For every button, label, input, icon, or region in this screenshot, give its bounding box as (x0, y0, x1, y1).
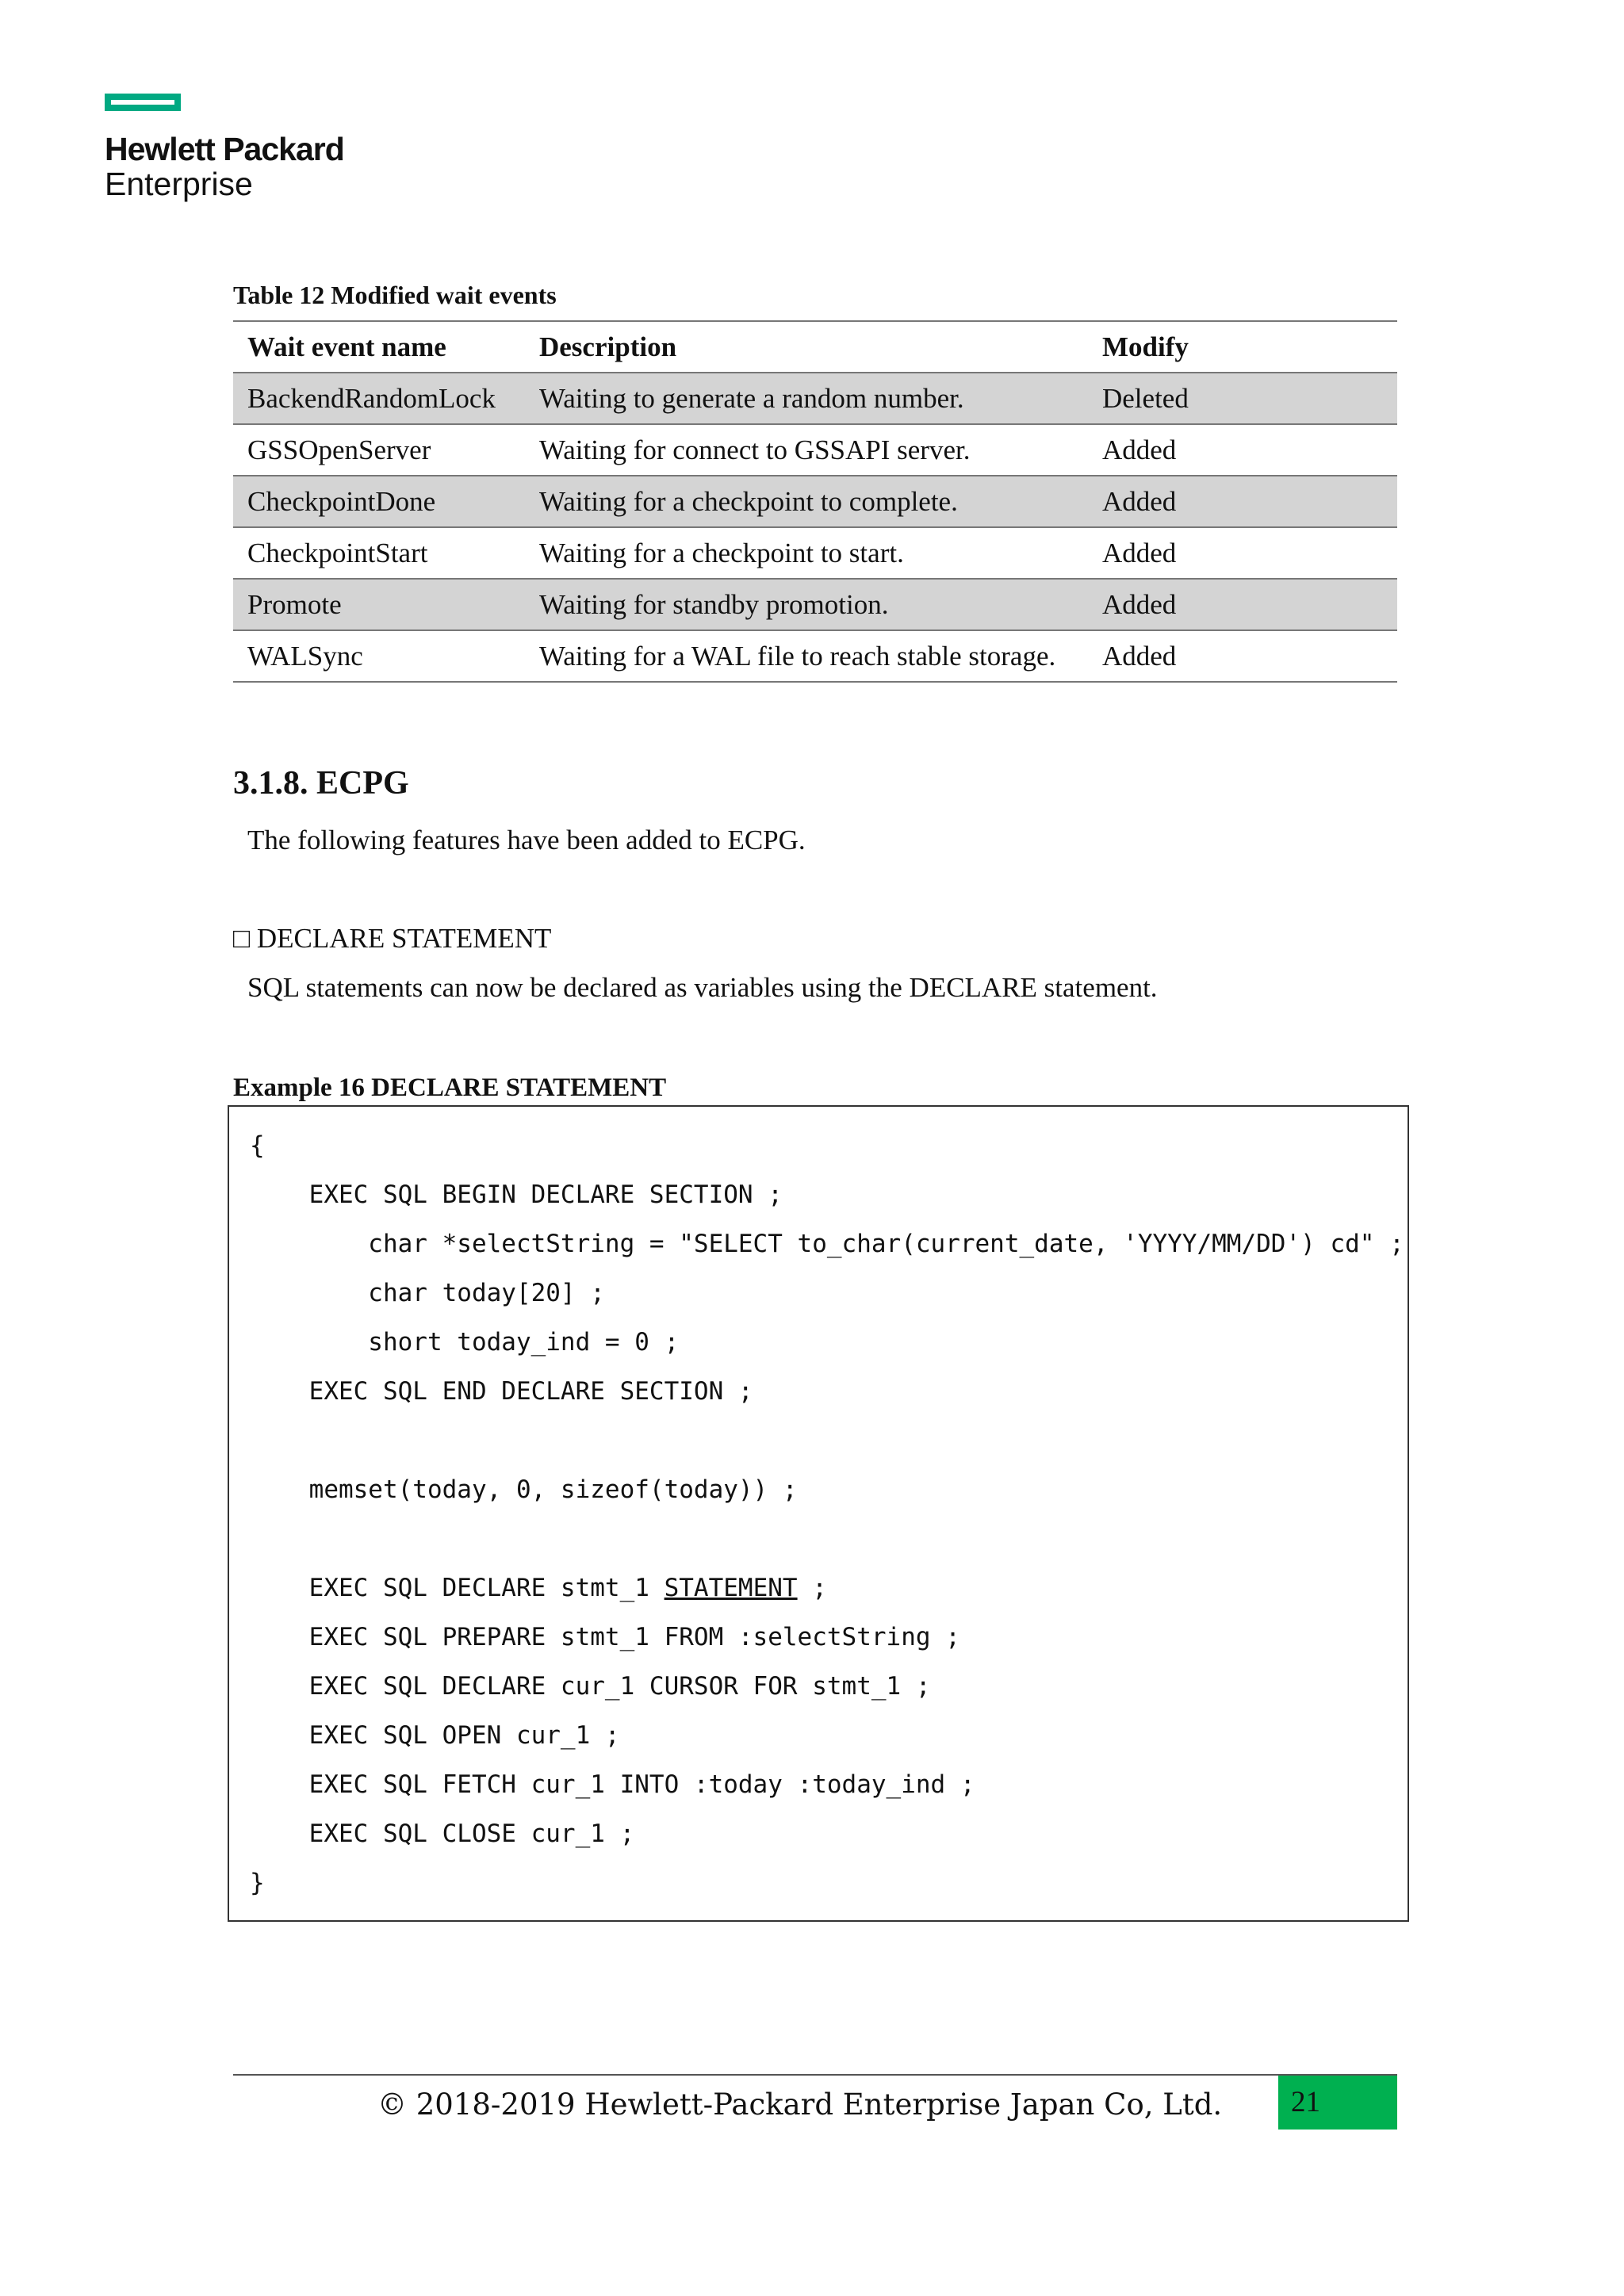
table-caption: Table 12 Modified wait events (233, 281, 557, 309)
code-line-suffix: ; (797, 1574, 827, 1602)
code-line-prefix: EXEC SQL DECLARE stmt_1 (250, 1574, 665, 1602)
code-line: char today[20] ; (250, 1279, 605, 1307)
example-caption: Example 16 DECLARE STATEMENT (233, 1073, 667, 1102)
footer-divider (233, 2074, 1397, 2076)
cell-modify: Added (1088, 424, 1397, 476)
footer-copyright: © 2018-2019 Hewlett-Packard Enterprise Japan Co, Ltd. (377, 2087, 1223, 2122)
cell-wait-event-name: GSSOpenServer (233, 424, 525, 476)
code-line: EXEC SQL DECLARE cur_1 CURSOR FOR stmt_1 ; (250, 1672, 931, 1701)
wait-events-table (233, 320, 1397, 683)
code-lines (229, 1107, 1408, 1908)
cell-description: Waiting for a checkpoint to start. (525, 527, 1088, 579)
hpe-logo (105, 94, 344, 201)
cell-description: Waiting for a checkpoint to complete. (525, 476, 1088, 527)
cell-wait-event-name: CheckpointStart (233, 527, 525, 579)
table-header-row (233, 321, 1397, 373)
section-heading: 3.1.8. ECPG (233, 765, 409, 802)
code-line: short today_ind = 0 ; (250, 1328, 680, 1357)
code-line: EXEC SQL OPEN cur_1 ; (250, 1721, 620, 1750)
cell-wait-event-name: Promote (233, 579, 525, 630)
table-row (233, 373, 1397, 424)
table-row (233, 424, 1397, 476)
code-example-box (228, 1105, 1409, 1922)
table-row (233, 630, 1397, 682)
code-line: EXEC SQL END DECLARE SECTION ; (250, 1377, 753, 1406)
code-line: EXEC SQL PREPARE stmt_1 FROM :selectString ; (250, 1623, 960, 1651)
header-modify: Modify (1088, 321, 1397, 373)
code-line: EXEC SQL FETCH cur_1 INTO :today :today_ind ; (250, 1770, 975, 1799)
cell-wait-event-name: BackendRandomLock (233, 373, 525, 424)
page-number-badge (1278, 2076, 1397, 2130)
cell-modify: Added (1088, 476, 1397, 527)
page-number: 21 (1291, 2086, 1320, 2118)
code-line: { (250, 1131, 265, 1160)
cell-modify: Added (1088, 630, 1397, 682)
bullet-body: SQL statements can now be declared as variables using the DECLARE statement. (247, 972, 1158, 1003)
cell-modify: Added (1088, 579, 1397, 630)
cell-description: Waiting for standby promotion. (525, 579, 1088, 630)
bullet-title: □ DECLARE STATEMENT (233, 923, 552, 954)
cell-description: Waiting for connect to GSSAPI server. (525, 424, 1088, 476)
code-line: char *selectString = "SELECT to_char(current_date, 'YYYY/MM/DD') cd" ; (250, 1230, 1404, 1258)
cell-modify: Added (1088, 527, 1397, 579)
section-intro: The following features have been added to ECPG. (247, 825, 806, 855)
table-row (233, 476, 1397, 527)
table-row (233, 579, 1397, 630)
underlined-keyword: STATEMENT (664, 1574, 798, 1602)
code-line: } (250, 1869, 265, 1897)
code-line: memset(today, 0, sizeof(today)) ; (250, 1475, 798, 1504)
code-line (250, 1514, 1408, 1563)
hpe-logo-rectangle-icon (105, 94, 181, 111)
code-line: EXEC SQL BEGIN DECLARE SECTION ; (250, 1181, 783, 1209)
cell-description: Waiting for a WAL file to reach stable storage. (525, 630, 1088, 682)
logo-text-line2: Enterprise (105, 166, 253, 202)
header-description: Description (525, 321, 1088, 373)
code-line (250, 1563, 1408, 1613)
logo-text-line1: Hewlett Packard (105, 131, 344, 167)
code-line (250, 1416, 1408, 1465)
cell-modify: Deleted (1088, 373, 1397, 424)
cell-wait-event-name: CheckpointDone (233, 476, 525, 527)
code-line: EXEC SQL CLOSE cur_1 ; (250, 1820, 635, 1848)
header-wait-event-name: Wait event name (233, 321, 525, 373)
table-row (233, 527, 1397, 579)
cell-wait-event-name: WALSync (233, 630, 525, 682)
cell-description: Waiting to generate a random number. (525, 373, 1088, 424)
